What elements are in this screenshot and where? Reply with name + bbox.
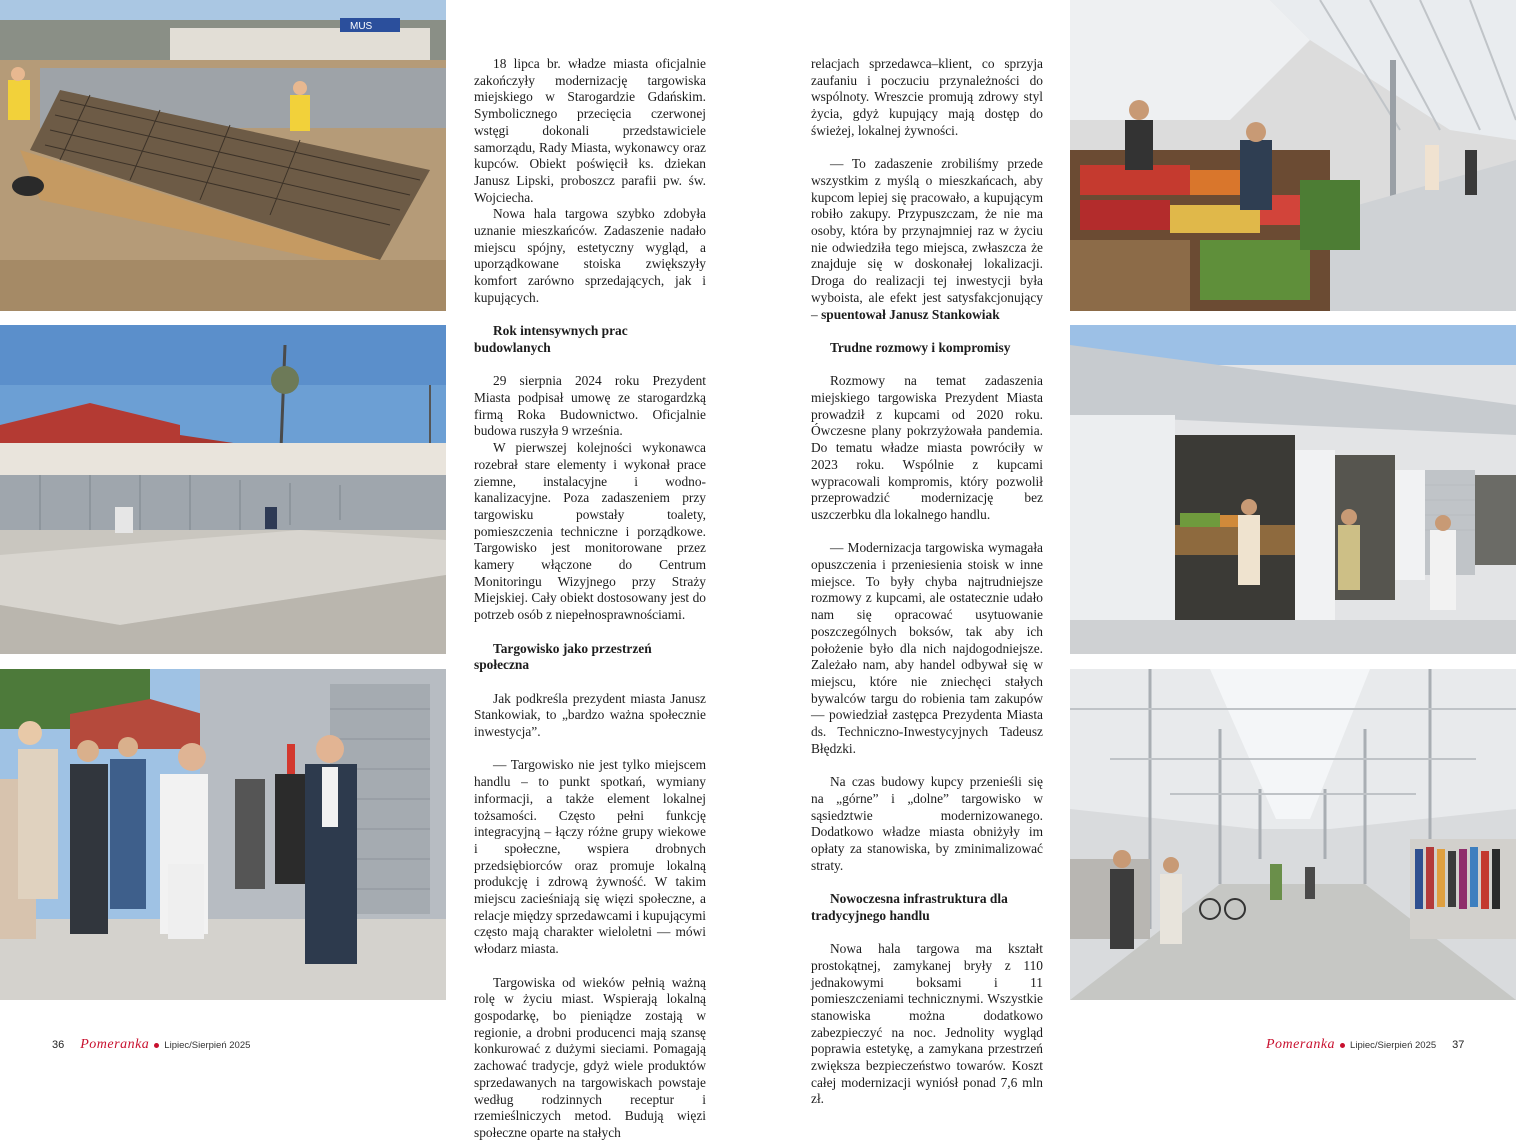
magazine-logo: Pomeranka	[1266, 1037, 1336, 1052]
paragraph: Targowiska od wieków pełnią ważną rolę w życiu miast. Wspierają lokalną gospodarkę, bo pieniądze zostają w regionie, a drobni producenci mają szansę konkurować z dużymi sieciami. Pomagają zachować tradycje, gdyż wiele produktów sprzedawanych na targowiskach powstaje według rodzinnych receptur i rzemieślniczych metod. Budują więzi społeczne oparte na stałych	[474, 974, 706, 1140]
quote-attribution: spuentował Janusz Stankowiak	[821, 306, 1000, 322]
paragraph: W pierwszej kolejności wykonawca rozebrał stare elementy i wykonał prace ziemne, instalacyjne i wodno-kanalizacyjne. Poza zadaszeniem przy targowisku powstały toalety, pomieszczenia techniczne i porządkowe. Targowisko jest monitorowane przez kamery włączone do Centrum Monitoringu Wizyjnego przy Straży Miejskiej. Cały obiekt dostosowany jest do potrzeb osób z niepełnosprawnościami.	[474, 440, 706, 623]
bullet-icon	[1340, 1043, 1345, 1048]
section-heading: Trudne rozmowy i kompromisy	[830, 339, 1011, 355]
quote-paragraph: — Modernizacja targowiska wymagała opuszczenia i przeniesienia stoisk w inne miejsce. To były chyba najtrudniejsze rozmowy z kupcami, ale ostatecznie udało nam się opracować usytuowanie poszczególnych boksów, tak aby ich położenie było dla nich najdogodniejsze. Zależało nam, aby handel odbywał się w miejscu, które nie zniechęci stałych bywalców targu do robienia tam zakupów — powiedział zastępca Prezydenta Miasta ds. Techniczno-Inwestycyjnych Tadeusz Błędzki.	[811, 540, 1043, 756]
paragraph: Rozmowy na temat zadaszenia miejskiego targowiska Prezydent Miasta prowadził z kupcami od 2020 roku. Ówczesne plany pokrzyżowała pandemia. Do tematu władze miasta powróciły w 2023 roku. Wspólnie z kupcami wypracowali kompromis, który pozwolił przeprowadzić modernizację bez uszczerbku dla lokalnego handlu.	[811, 373, 1043, 522]
footer-right	[1266, 1036, 1464, 1054]
paragraph: Jak podkreśla prezydent miasta Janusz Stankowiak, to „bardzo ważna społecznie inwestycja”.	[474, 690, 706, 740]
section-heading: Nowoczesna infrastruktura dla tradycyjnego handlu	[811, 891, 1008, 923]
paragraph: 29 sierpnia 2024 roku Prezydent Miasta podpisał umowę ze starogardzką firmą Roka Budownictwo. Oficjalnie budowa ruszyła 9 września.	[474, 373, 706, 439]
page-number: 36	[52, 1039, 65, 1051]
quote-paragraph	[811, 156, 1043, 323]
section-heading: Rok intensywnych prac budowlanych	[474, 323, 628, 355]
photo-construction-rebar	[0, 0, 446, 311]
bullet-icon	[154, 1043, 159, 1048]
photo-market-boxes	[1070, 325, 1516, 654]
issue-date: Lipiec/Sierpień 2025	[1350, 1039, 1437, 1051]
photo-opening-ceremony	[0, 669, 446, 1000]
shop-sign: MUS	[350, 21, 373, 32]
paragraph: relacjach sprzedawca–klient, co sprzyja zaufaniu i poczuciu przynależności do wspólnoty. Wreszcie promują zdrowy styl życia, gdyż kupujący mają dostęp do świeżej, lokalnej żywności.	[811, 56, 1043, 138]
quote-text: — To zadaszenie zrobiliśmy przede wszystkim z myślą o mieszkańcach, aby kupcom lepiej się pracowało, a kupującym robiło zakupy. Przypuszczam, że nie ma osoby, która by przynajmniej raz w życiu nie odwiedziła tego miejsca, zwłaszcza że znajduje się w doskonałej lokalizacji. Droga do realizacji tej inwestycji była wyboista, ale efekt jest satysfakcjonujący –	[811, 156, 1043, 322]
paragraph: Nowa hala targowa szybko zdobyła uznanie mieszkańców. Zadaszenie nadało miejscu spójny, estetyczny wygląd, a uporządkowane stoiska zwiększyły komfort zarówno sprzedających, jak i kupujących.	[474, 206, 706, 305]
magazine-logo: Pomeranka	[80, 1037, 150, 1052]
page-number: 37	[1452, 1039, 1465, 1051]
right-text-column	[811, 56, 1043, 1108]
photo-market-stalls-produce	[1070, 0, 1516, 311]
paragraph: Na czas budowy kupcy przenieśli się na „górne” i „dolne” targowisko w sąsiedztwie modernizowanego. Dodatkowo władze miasta obniżyły im opłaty za stanowiska, by zminimalizować straty.	[811, 774, 1043, 873]
photo-construction-concrete	[0, 325, 446, 654]
quote-paragraph: — Targowisko nie jest tylko miejscem handlu – to punkt spotkań, wymiany informacji, a także element lokalnej tożsamości. Często pełni funkcję integracyjną – łączy różne grupy wiekowe i społeczne, wspiera drobnych przedsiębiorców oraz promuje lokalną produkcję i zdrową żywność. W takim miejscu zacieśniają się więzi społeczne, a relacje między sprzedawcami i kupującymi często mają charakter wieloletni — mówi włodarz miasta.	[474, 757, 707, 957]
section-heading: Targowisko jako przestrzeń społeczna	[474, 640, 652, 673]
footer-left	[52, 1036, 250, 1054]
paragraph: Nowa hala targowa ma kształt prostokątnej, zamykanej bryły z 110 jednakowymi boksami i 11 pomieszczeniami technicznymi. Wszystkie stanowiska można dodatkowo zabezpieczyć na noc. Jednolity wygląd poprawia estetykę, a zamykana przestrzeń zwiększa bezpieczeństwo towarów. Koszt całej modernizacji wyniósł ponad 7,6 mln zł.	[811, 941, 1043, 1107]
issue-date: Lipiec/Sierpień 2025	[164, 1039, 251, 1051]
paragraph: 18 lipca br. władze miasta oficjalnie zakończyły modernizację targowiska miejskiego w Starogardzie Gdańskim. Symbolicznego przecięcia czerwonej wstęgi dokonali przedstawiciele samorządu, Rady Miasta, wykonawcy oraz kupców. Obiekt poświęcił ks. dziekan Janusz Lipski, proboszcz parafii pw. św. Wojciecha.	[474, 56, 706, 205]
photo-market-hall-interior	[1070, 669, 1516, 1000]
left-text-column	[474, 56, 706, 1142]
